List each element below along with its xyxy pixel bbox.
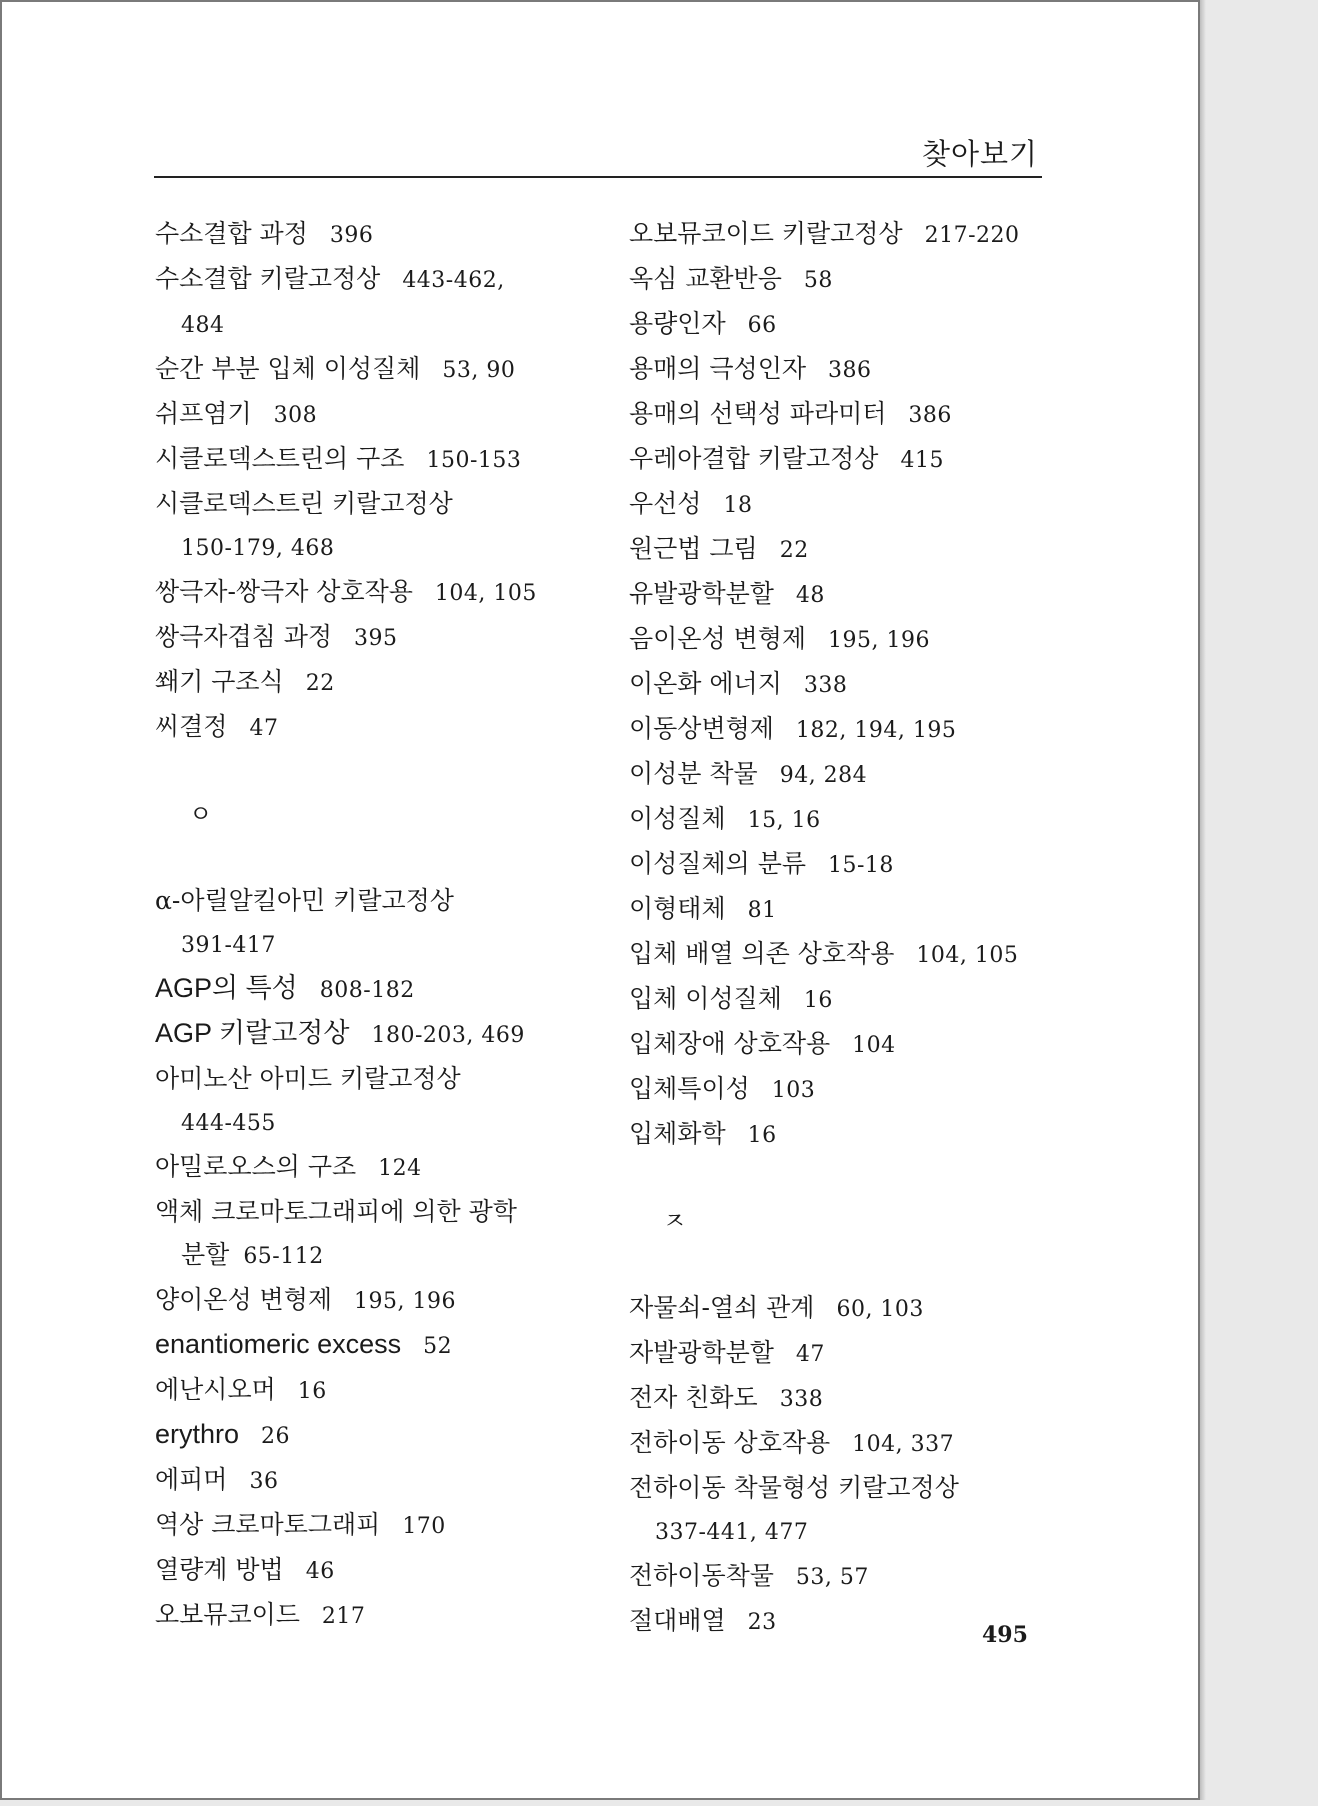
index-term: 시클로덱스트린 키랄고정상 (155, 489, 453, 518)
index-term: 전하이동 착물형성 키랄고정상 (629, 1473, 959, 1502)
index-entry (629, 1376, 1059, 1421)
index-term: 원근법 그림 (629, 534, 758, 563)
index-page-refs: 23 (747, 1610, 777, 1635)
index-term: 이성질체의 분류 (629, 849, 806, 878)
index-page-refs: 484 (181, 313, 225, 338)
index-entry-continuation (155, 1233, 585, 1278)
index-term: 씨결정 (155, 712, 228, 741)
index-term: 오보뮤코이드 키랄고정상 (629, 219, 903, 248)
index-entry (155, 1145, 585, 1190)
index-page-refs: 65-112 (243, 1244, 324, 1269)
index-page-refs: 47 (795, 1342, 825, 1367)
running-head: 찾아보기 (921, 137, 1038, 171)
index-page-refs: 104 (852, 1033, 896, 1058)
index-entry (629, 977, 1059, 1022)
index-entry (629, 1286, 1059, 1331)
index-term: erythro (155, 1419, 240, 1449)
index-entry (629, 1331, 1059, 1376)
index-entry (155, 257, 585, 302)
index-entry (155, 212, 585, 257)
index-entry (629, 212, 1059, 257)
index-entry (629, 617, 1059, 662)
index-term: 입체 배열 의존 상호작용 (629, 939, 895, 968)
index-section-heading: ㅇ (189, 800, 213, 828)
index-page-refs: 386 (828, 358, 872, 383)
index-page-refs: 81 (747, 898, 777, 923)
index-entry (629, 392, 1059, 437)
index-term: 이온화 에너지 (629, 669, 782, 698)
index-entry-continuation (155, 922, 585, 967)
index-entry (629, 842, 1059, 887)
index-term: 쌍극자겹침 과정 (155, 622, 332, 651)
index-page-refs: 16 (747, 1123, 777, 1148)
index-entry (155, 967, 585, 1012)
index-entry (155, 1548, 585, 1593)
index-term: 오보뮤코이드 (155, 1600, 300, 1629)
index-entry (629, 1067, 1059, 1112)
index-term: 분할 (181, 1240, 230, 1269)
index-page-refs: 15, 16 (747, 808, 821, 833)
index-term: 입체 이성질체 (629, 984, 782, 1013)
header-rule (154, 176, 1042, 178)
index-entry (155, 1057, 585, 1100)
index-entry (155, 482, 585, 525)
index-page-refs: 386 (908, 403, 952, 428)
index-entry (629, 257, 1059, 302)
index-term: 입체특이성 (629, 1074, 750, 1103)
index-page-refs: 66 (747, 313, 777, 338)
index-page-refs: 444-455 (181, 1111, 276, 1136)
index-entry (155, 879, 585, 922)
index-term: 이성분 착물 (629, 759, 758, 788)
index-term: 쉬프염기 (155, 399, 252, 428)
index-entry (155, 615, 585, 660)
index-entry (629, 1554, 1059, 1599)
index-page-refs: 338 (779, 1387, 824, 1412)
index-page-refs: 808-182 (319, 978, 415, 1003)
index-entry (155, 1368, 585, 1413)
index-term: 입체장애 상호작용 (629, 1029, 831, 1058)
index-page-refs: 150-179, 468 (181, 536, 335, 561)
index-entry (629, 752, 1059, 797)
index-page-refs: 104, 105 (916, 943, 1019, 968)
index-term: 입체화학 (629, 1119, 726, 1148)
index-page-refs: 53, 90 (442, 358, 516, 383)
section-gap (629, 1157, 1059, 1200)
index-term: 쌍극자-쌍극자 상호작용 (155, 577, 413, 606)
index-entry (155, 1190, 585, 1233)
index-page-refs: 308 (273, 403, 318, 428)
index-term: 수소결합 키랄고정상 (155, 264, 381, 293)
index-term: 역상 크로마토그래피 (155, 1510, 381, 1539)
index-entry (629, 1022, 1059, 1067)
index-term: AGP의 특성 (155, 973, 298, 1003)
index-entry-continuation (155, 525, 585, 570)
index-page-refs: 16 (803, 988, 833, 1013)
index-page-refs: 47 (249, 716, 279, 741)
index-page-refs: 104, 337 (852, 1432, 955, 1457)
index-term: 순간 부분 입체 이성질체 (155, 354, 421, 383)
index-entry (629, 572, 1059, 617)
index-page-refs: 60, 103 (836, 1297, 924, 1322)
index-entry (629, 527, 1059, 572)
index-term: 우선성 (629, 489, 702, 518)
index-term: α-아릴알킬아민 키랄고정상 (155, 886, 454, 915)
index-page-refs: 217-220 (924, 223, 1020, 248)
index-column-left (155, 212, 585, 1638)
index-term: 절대배열 (629, 1606, 726, 1635)
index-entry (155, 660, 585, 705)
index-page-refs: 18 (723, 493, 753, 518)
index-term: 시클로덱스트린의 구조 (155, 444, 405, 473)
index-page-refs: 180-203, 469 (371, 1023, 525, 1048)
section-gap (155, 836, 585, 879)
index-page-refs: 195, 196 (828, 628, 930, 653)
index-page-refs: 16 (297, 1379, 327, 1404)
index-entry (629, 482, 1059, 527)
index-term: 열량계 방법 (155, 1555, 284, 1584)
page-number: 495 (982, 1622, 1028, 1648)
index-term: 유발광학분할 (629, 579, 774, 608)
index-term: enantiomeric excess (155, 1329, 402, 1359)
index-page-refs: 52 (423, 1334, 453, 1359)
index-term: 수소결합 과정 (155, 219, 308, 248)
index-page-refs: 58 (803, 268, 833, 293)
index-page-refs: 94, 284 (779, 763, 868, 788)
index-entry (155, 1503, 585, 1548)
index-page-refs: 22 (305, 671, 335, 696)
index-entry (629, 707, 1059, 752)
index-entry (629, 437, 1059, 482)
index-entry (155, 1458, 585, 1503)
index-entry (155, 1413, 585, 1458)
index-entry (155, 437, 585, 482)
index-term: 전하이동착물 (629, 1561, 774, 1590)
index-page-refs: 48 (795, 583, 825, 608)
index-term: 자물쇠-열쇠 관계 (629, 1293, 815, 1322)
index-entry (629, 347, 1059, 392)
index-page-refs: 103 (771, 1078, 816, 1103)
section-gap (155, 750, 585, 793)
index-term: 전자 친화도 (629, 1383, 758, 1412)
index-entry (155, 1012, 585, 1057)
index-page-refs: 396 (329, 223, 374, 248)
index-page-refs: 195, 196 (354, 1289, 456, 1314)
index-entry (155, 1323, 585, 1368)
index-entry (629, 302, 1059, 347)
index-entry-continuation (155, 1100, 585, 1145)
index-term: 아밀로오스의 구조 (155, 1152, 357, 1181)
index-term: 쐐기 구조식 (155, 667, 284, 696)
index-page-refs: 217 (321, 1604, 366, 1629)
index-term: 이형태체 (629, 894, 726, 923)
index-page-refs: 391-417 (181, 933, 276, 958)
index-page-refs: 415 (900, 448, 944, 473)
index-column-right (629, 212, 1059, 1644)
index-entry (629, 1421, 1059, 1466)
index-entry (629, 662, 1059, 707)
index-term: 용매의 극성인자 (629, 354, 806, 383)
index-term: 우레아결합 키랄고정상 (629, 444, 879, 473)
index-entry-continuation (155, 302, 585, 347)
index-term: 전하이동 상호작용 (629, 1428, 831, 1457)
index-page-refs: 104, 105 (434, 581, 537, 606)
index-entry (629, 1466, 1059, 1509)
index-entry (155, 570, 585, 615)
index-page-refs: 15-18 (828, 853, 894, 878)
index-term: 액체 크로마토그래피에 의한 광학 (155, 1197, 517, 1226)
index-page-refs: 150-153 (426, 448, 522, 473)
index-page-refs: 36 (249, 1469, 279, 1494)
index-term: 에난시오머 (155, 1375, 276, 1404)
index-term: 이동상변형제 (629, 714, 774, 743)
index-page-refs: 26 (261, 1424, 291, 1449)
index-page-refs: 395 (354, 626, 398, 651)
index-entry (155, 1278, 585, 1323)
index-term: 이성질체 (629, 804, 726, 833)
index-entry (155, 705, 585, 750)
index-term: 아미노산 아미드 키랄고정상 (155, 1064, 461, 1093)
index-entry (155, 347, 585, 392)
page-edge-shadow (1200, 0, 1206, 1800)
index-entry (155, 1593, 585, 1638)
index-page-refs: 53, 57 (795, 1565, 869, 1590)
index-page-refs: 443-462, (402, 268, 505, 293)
index-entry (155, 392, 585, 437)
index-section-heading: ㅈ (663, 1207, 687, 1235)
index-entry (629, 887, 1059, 932)
index-page-refs: 338 (803, 673, 848, 698)
index-term: 양이온성 변형제 (155, 1285, 332, 1314)
index-page-refs: 22 (779, 538, 809, 563)
index-page-refs: 124 (378, 1156, 422, 1181)
index-entry (629, 1112, 1059, 1157)
index-term: 용매의 선택성 파라미터 (629, 399, 887, 428)
index-entry (629, 932, 1059, 977)
index-term: AGP 키랄고정상 (155, 1018, 350, 1048)
section-gap (629, 1243, 1059, 1286)
index-page-refs: 182, 194, 195 (795, 718, 957, 743)
index-term: 에피머 (155, 1465, 228, 1494)
index-page-refs: 337-441, 477 (655, 1520, 809, 1545)
index-term: 용량인자 (629, 309, 726, 338)
index-term: 자발광학분할 (629, 1338, 774, 1367)
index-term: 옥심 교환반응 (629, 264, 782, 293)
index-term: 음이온성 변형제 (629, 624, 806, 653)
index-page-refs: 170 (402, 1514, 446, 1539)
index-page-refs: 46 (305, 1559, 335, 1584)
index-entry-continuation (629, 1509, 1059, 1554)
index-entry (629, 797, 1059, 842)
